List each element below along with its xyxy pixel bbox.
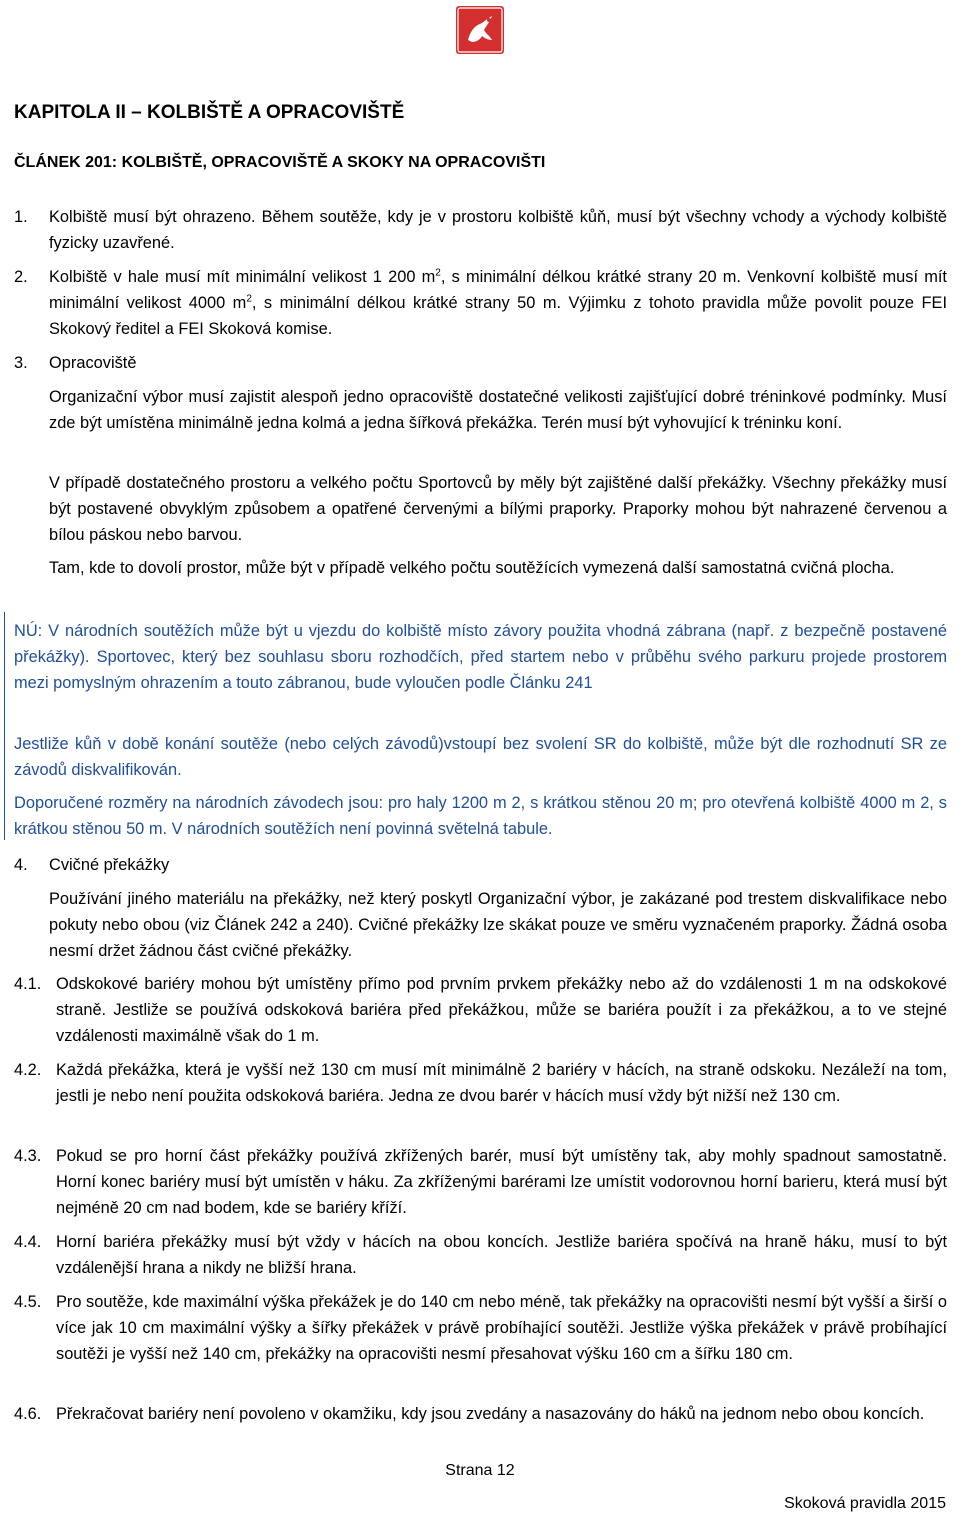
article-title: ČLÁNEK 201: KOLBIŠTĚ, OPRACOVIŠTĚ A SKOKY NA OPRACOVIŠTI [14, 154, 546, 171]
superscript: 2 [435, 267, 441, 279]
item-3-paragraph-3: Tam, kde to dovolí prostor, může být v případě velkého počtu soutěžících vymezená další samostatná cvičná plocha. [49, 559, 895, 577]
national-note-3: Doporučené rozměry na národních závodech jsou: pro haly 1200 m 2, s krátkou stěnou 20 m; pro otevřená kolbiště 4000 m 2, s krátkou stěnou 50 m. V národních soutěžích není povinná světelná tabule. [14, 794, 947, 838]
chapter-title: KAPITOLA II – KOLBIŠTĚ A OPRACOVIŠTĚ [14, 102, 405, 123]
page-number: Strana 12 [445, 1462, 515, 1479]
item-4-2-number: 4.2. [14, 1061, 42, 1079]
item-4-title: Cvičné překážky [49, 856, 170, 874]
item-4-2-text: Každá překážka, která je vyšší než 130 cm musí mít minimálně 2 bariéry v hácích, na straně odskoku. Nezáleží na tom, jestli je nebo není použita odskoková bariéra. Jedna ze dvou barér v hácích musí vždy být nižší než 130 cm. [56, 1061, 947, 1105]
item-4-number: 4. [14, 856, 28, 874]
item-3-number: 3. [14, 354, 28, 372]
item-3-paragraph-1: Organizační výbor musí zajistit alespoň jedno opracoviště dostatečné velikosti zajišťující dobré tréninkové podmínky. Musí zde být umístěna minimálně jedna kolmá a jedna šířková překážka. Terén musí být vyhovující k tréninku koní. [49, 388, 947, 432]
superscript: 2 [246, 293, 252, 305]
item-4-5-number: 4.5. [14, 1293, 42, 1311]
fei-logo [456, 6, 504, 54]
document-title: Skoková pravidla 2015 [784, 1495, 946, 1512]
national-note-1: NÚ: V národních soutěžích může být u vjezdu do kolbiště místo závory použita vhodná zábrana (např. z bezpečně postavené překážky). Sportovec, který bez souhlasu sboru rozhodčích, před startem nebo v průběhu svého parkuru projede prostorem mezi pomyslným ohrazením a touto zábranou, bude vyloučen podle Článku 241 [14, 622, 947, 692]
item-4-4-number: 4.4. [14, 1233, 42, 1251]
item-4-3-number: 4.3. [14, 1147, 42, 1165]
item-4-1-number: 4.1. [14, 975, 42, 993]
item-4-6-number: 4.6. [14, 1405, 42, 1423]
national-note-2: Jestliže kůň v době konání soutěže (nebo celých závodů)vstoupí bez svolení SR do kolbiště, může být dle rozhodnutí SR ze závodů diskvalifikován. [14, 735, 947, 779]
item-4-3-text: Pokud se pro horní část překážky používá zkřížených barér, musí být umístěny tak, aby mohly spadnout samostatně. Horní konec bariéry musí být umístěn v háku. Za zkříženými barérami lze umístit vodorovnou horní barieru, která musí být nejméně 20 cm nad bodem, kde se bariéry kříží. [56, 1147, 947, 1217]
item-4-5-text: Pro soutěže, kde maximální výška překážek je do 140 cm nebo méně, tak překážky na opracovišti nesmí být vyšší a širší o více jak 10 cm maximální výšky a šířky překážek v právě probíhající soutěži. Jestliže výška překážek v právě probíhající soutěži je vyšší než 140 cm, překážky na opracovišti nesmí přesahovat výšku 160 cm a šířku 180 cm. [56, 1293, 947, 1363]
item-3-title: Opracoviště [49, 354, 137, 372]
item-4-6-text: Překračovat bariéry není povoleno v okamžiku, kdy jsou zvedány a nasazovány do háků na jednom nebo obou koncích. [56, 1405, 925, 1423]
item-2-number: 2. [14, 268, 28, 286]
item-1-text: Kolbiště musí být ohrazeno. Během soutěže, kdy je v prostoru kolbiště kůň, musí být všechny vchody a východy kolbiště fyzicky uzavřené. [49, 208, 947, 252]
item-3-paragraph-2: V případě dostatečného prostoru a velkého počtu Sportovců by měly být zajištěné další překážky. Všechny překážky musí být postavené obvyklým způsobem a opatřené červenými a bílými praporky. Praporky mohou být nahrazené červenou a bílou páskou nebo barvou. [49, 474, 947, 544]
item-1-number: 1. [14, 208, 28, 226]
item-2-text: Kolbiště v hale musí mít minimální velikost 1 200 $m^2$, s minimální délkou krátké strany 20 m. Venkovní kolbiště musí mít minimální velikost 4000 $m^2$, s minimální délkou krátké strany 50 m. Výjimku z tohoto pravidla může povolit pouze FEI Skokový ředitel a FEI Skoková komise. [49, 267, 947, 338]
item-4-intro: Používání jiného materiálu na překážky, než který poskytl Organizační výbor, je zakázané pod trestem diskvalifikace nebo pokuty nebo obou (viz Článek 242 a 240). Cvičné překážky lze skákat pouze ve směru vyznačeném praporky. Žádná osoba nesmí držet žádnou část cvičné překážky. [49, 890, 947, 960]
item-4-1-text: Odskokové bariéry mohou být umístěny přímo pod prvním prvkem překážky nebo až do vzdálenosti 1 m na odskokové straně. Jestliže se používá odskoková bariéra před překážkou, může se bariéra použít i za překážkou, a to ve stejné vzdálenosti maximálně však do 1 m. [56, 975, 947, 1045]
item-4-4-text: Horní bariéra překážky musí být vždy v hácích na obou koncích. Jestliže bariéra spočívá na hraně háku, musí to být vzdálenější hrana a nikdy ne bližší hrana. [56, 1233, 947, 1277]
